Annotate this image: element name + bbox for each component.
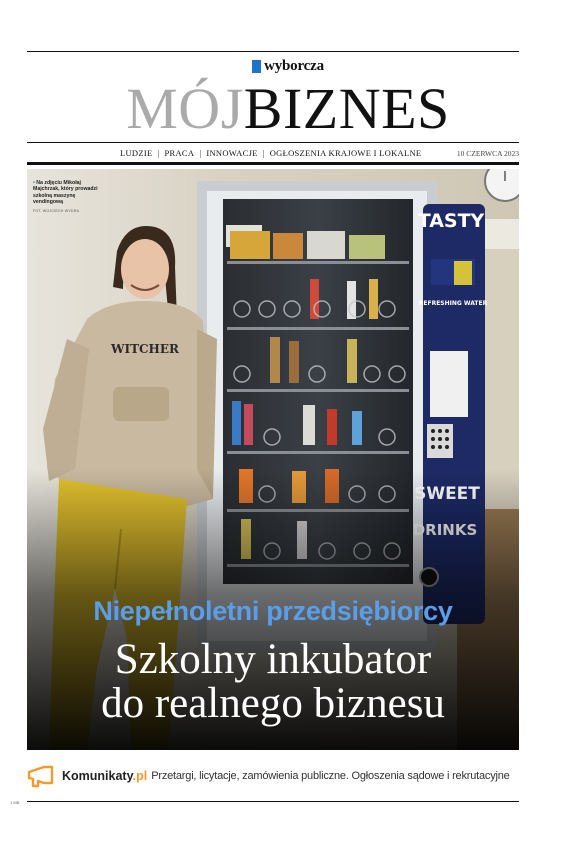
headline-line-2: do realnego biznesu <box>101 680 445 727</box>
nav-separator: | <box>157 148 160 158</box>
photo-caption <box>33 180 99 206</box>
brand-logo[interactable] <box>0 58 576 75</box>
footer-code: 1 MB <box>10 800 20 805</box>
komunikaty-tagline: Przetargi, licytacje, zamówienia publiczne. Ogłoszenia sądowe i rekrutacyjne <box>151 770 510 782</box>
photo-credit: FOT. WOJCIECH WYDRA <box>33 209 80 213</box>
nav-rule <box>27 162 519 165</box>
komunikaty-logo-main: Komunikaty <box>62 769 133 783</box>
machine-text-water: REFRESHING WATER <box>418 300 488 307</box>
top-rule <box>27 51 519 52</box>
brand-name: wyborcza <box>264 58 324 74</box>
machine-text-tasty: TASTY <box>417 210 485 232</box>
megaphone-icon <box>27 764 54 788</box>
nav-separator: | <box>199 148 202 158</box>
caption-bullet-icon: • <box>33 180 35 186</box>
hoodie-text: WITCHER <box>110 342 180 356</box>
headline-line-1: Szkolny inkubator <box>114 636 432 683</box>
issue-date: 10 CZERWCA 2023 <box>456 149 519 158</box>
bottom-rule <box>27 801 519 802</box>
caption-text: Na zdjęciu Mikołaj Majchrzak, który prowadzi szkolną maszynę vendingową <box>33 180 98 206</box>
article-kicker[interactable]: Niepełnoletni przedsiębiorcy <box>93 596 453 626</box>
komunikaty-banner[interactable] <box>27 763 519 789</box>
nav-separator: | <box>262 148 265 158</box>
nav-item-praca[interactable]: PRACA <box>164 148 195 158</box>
section-nav <box>27 147 519 161</box>
nav-item-ludzie[interactable]: LUDZIE <box>120 148 153 158</box>
brand-square-icon <box>252 60 261 73</box>
komunikaty-logo-suffix: .pl <box>132 769 148 783</box>
masthead-part-2: BIZNES <box>243 76 450 141</box>
komunikaty-logo <box>62 769 147 783</box>
masthead-rule <box>27 142 519 143</box>
article-headline[interactable] <box>27 638 519 726</box>
masthead-part-1: MÓJ <box>126 76 244 141</box>
masthead-title <box>0 78 576 140</box>
nav-item-ogloszenia[interactable]: OGŁOSZENIA KRAJOWE I LOKALNE <box>269 148 422 158</box>
nav-item-innowacje[interactable]: INNOWACJE <box>206 148 258 158</box>
